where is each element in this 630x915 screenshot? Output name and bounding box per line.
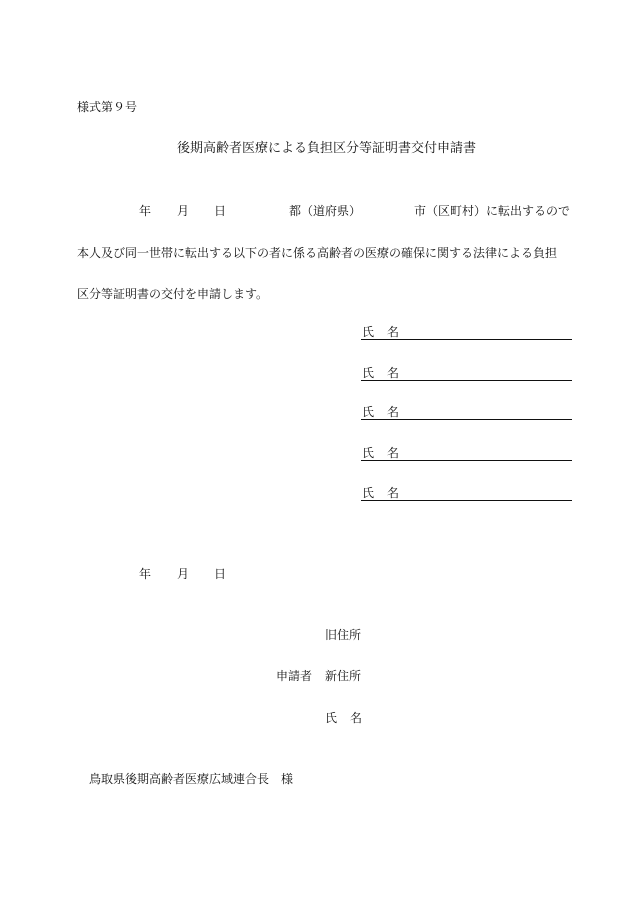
form-number: 様式第９号: [77, 100, 138, 114]
name-underline: [361, 500, 572, 501]
name-label-left: 氏: [362, 486, 375, 500]
applicant-label: 申請者: [276, 669, 313, 683]
name-label-left: 氏: [362, 366, 375, 380]
name-label-right: 名: [387, 486, 400, 500]
applicant-name-right: 名: [350, 711, 363, 725]
date-day: 日: [214, 567, 227, 581]
date-year: 年: [139, 567, 152, 581]
document-title: 後期高齢者医療による負担区分等証明書交付申請書: [177, 141, 477, 156]
addressee: 鳥取県後期高齢者医療広域連合長 様: [89, 772, 294, 786]
name-label-right: 名: [387, 325, 400, 339]
name-label-left: 氏: [362, 446, 375, 460]
name-label-left: 氏: [362, 405, 375, 419]
date-month: 月: [177, 567, 190, 581]
name-label-right: 名: [387, 366, 400, 380]
applicant-name-left: 氏: [325, 711, 338, 725]
name-label-right: 名: [387, 405, 400, 419]
intro-line-2: 本人及び同一世帯に転出する以下の者に係る高齢者の医療の確保に関する法律による負担: [77, 246, 558, 260]
name-underline: [361, 419, 572, 420]
name-underline: [361, 380, 572, 381]
name-label-left: 氏: [362, 325, 375, 339]
intro-city: 市（区町村）に転出するので: [414, 204, 571, 218]
name-underline: [361, 460, 572, 461]
name-label-right: 名: [387, 446, 400, 460]
intro-line-3: 区分等証明書の交付を申請します。: [77, 287, 269, 301]
intro-prefecture: 都（道府県）: [289, 204, 362, 218]
new-address-label: 新住所: [325, 669, 362, 683]
intro-day: 日: [214, 204, 227, 218]
intro-year: 年: [139, 204, 152, 218]
old-address-label: 旧住所: [325, 628, 362, 642]
name-underline: [361, 339, 572, 340]
intro-month: 月: [177, 204, 190, 218]
